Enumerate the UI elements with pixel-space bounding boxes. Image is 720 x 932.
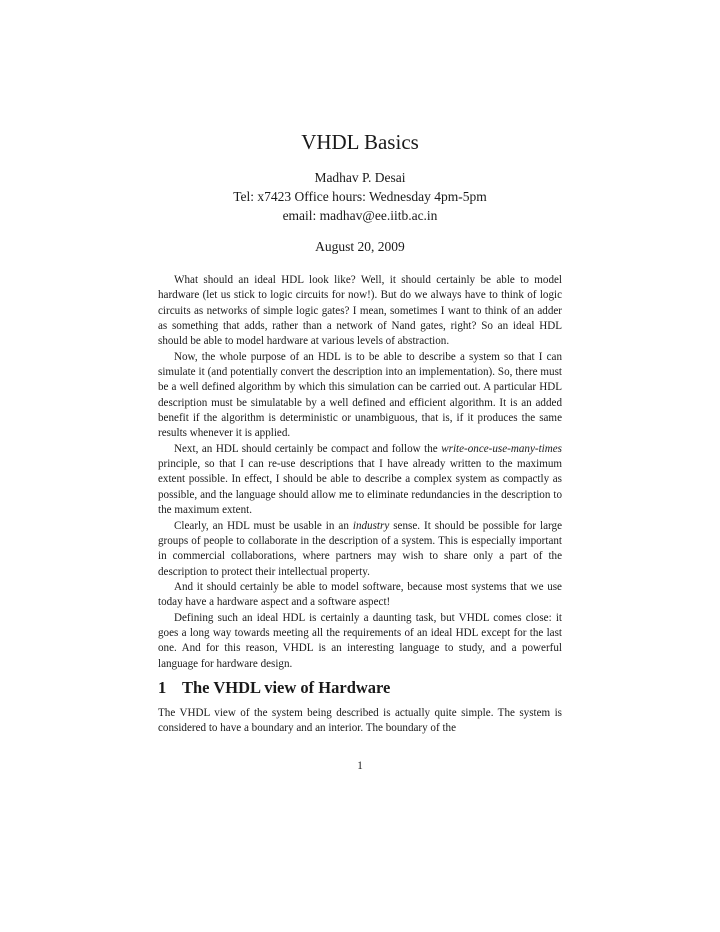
author-email: email: madhav@ee.iitb.ac.in	[282, 208, 438, 223]
author-block	[0, 168, 720, 225]
paragraph-4	[158, 519, 562, 580]
paper-date: August 20, 2009	[315, 239, 405, 254]
author-contact: Tel: x7423 Office hours: Wednesday 4pm-5pm	[233, 189, 487, 204]
section-number: 1	[158, 678, 167, 697]
paragraph-3	[158, 442, 562, 519]
paragraph-5: And it should certainly be able to model software, because most systems that we use today have a hardware aspect and a software aspect!	[158, 580, 562, 609]
paragraph-4-emphasis: industry	[352, 519, 390, 532]
section-paragraph-1: The VHDL view of the system being described is actually quite simple. The system is considered to have a boundary and an interior. The boundary of the	[158, 707, 562, 735]
paragraph-1: What should an ideal HDL look like? Well, it should certainly be able to model hardware (let us stick to logic circuits for now!). But do we always have to think of logic circuits as networks of simple logic gates? I mean, sometimes I want to think of an adder as something that adds, rather than a network of Nand gates, right? So an ideal HDL should be able to model hardware at various levels of abstraction.	[158, 274, 562, 348]
paper-title: VHDL Basics	[301, 130, 419, 154]
section-title: The VHDL view of Hardware	[182, 678, 391, 697]
paragraph-4-text-b: sense. It should be possible for large groups of people to collaborate in the description of a system. This is especially important in commercial collaborations, where partners may wish to share only a part of the description to protect their intellectual property.	[158, 519, 562, 578]
author-name: Madhav P. Desai	[314, 170, 406, 185]
title-block	[0, 128, 720, 256]
paragraph-3-text-b: principle, so that I can re-use descriptions that I have already written to the maximum extent possible. In effect, I should be able to describe a complex system as compactly as possible, and the language should allow me to eliminate redundancies in the description to the maximum extent.	[158, 458, 562, 517]
paragraph-3-emphasis: write-once-use-many-times	[441, 442, 562, 455]
paragraph-4-text-a: Clearly, an HDL must be usable in an	[174, 519, 353, 532]
paragraph-3-text-a: Next, an HDL should certainly be compact and follow the	[174, 442, 442, 455]
page-number: 1	[357, 760, 363, 772]
section-body	[158, 706, 562, 737]
intro-body	[158, 273, 562, 672]
section-heading	[158, 677, 562, 699]
paragraph-2: Now, the whole purpose of an HDL is to be able to describe a system so that I can simulate it (and potentially convert the description into an implementation). So, there must be a well defined algorithm by which this simulation can be carried out. A particular HDL description must be simulatable by a well defined and efficient algorithm. It is an added benefit if the algorithm is deterministic or unambiguous, that is, if it produces the same results whenever it is applied.	[158, 350, 562, 440]
paragraph-6: Defining such an ideal HDL is certainly a daunting task, but VHDL comes close: it goes a long way towards meeting all the requirements of an ideal HDL except for the last one. And for this reason, VHDL is an interesting language to study, and a powerful language for hardware design.	[158, 611, 562, 670]
